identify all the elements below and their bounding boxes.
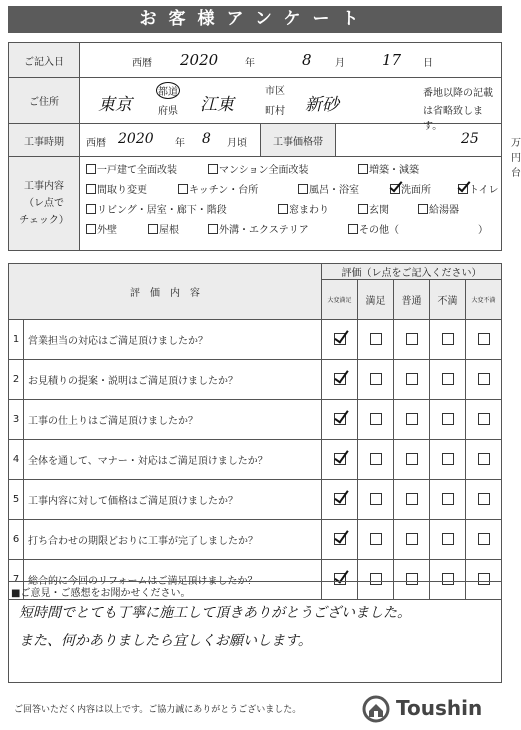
question-row: [9, 400, 502, 440]
rating-cell: [394, 480, 430, 520]
question-text: 打ち合わせの期限どおりに工事が完了しましたか？: [24, 520, 322, 560]
rating-cell: [466, 440, 502, 480]
question-text: 営業担当の対応はご満足頂けましたか？: [24, 320, 322, 360]
work-item-label: その他（: [359, 225, 399, 236]
rating-checkbox[interactable]: [370, 333, 382, 345]
work-label: [9, 157, 80, 251]
work-item-label: 外溝・エクステリア: [219, 225, 309, 236]
rating-checkbox[interactable]: [442, 333, 454, 345]
rating-cell: [358, 400, 394, 440]
pref-opt-1: 都道: [156, 82, 180, 99]
date-month: 8: [302, 51, 312, 69]
question-number: 1: [9, 320, 24, 360]
comments-line-1: 短時間でとても丁寧に施工して頂きありがとうございました。: [19, 605, 411, 621]
question-row: [9, 480, 502, 520]
work-item-label: トイレ: [469, 185, 499, 196]
work-item-label: 増築・減築: [369, 165, 419, 176]
rating-cell: [430, 400, 466, 440]
work-cell: [80, 157, 502, 251]
date-day: 17: [382, 51, 402, 69]
brand-name: Toushin: [396, 696, 483, 720]
work-item-label: 玄関: [369, 205, 389, 216]
work-label-2: （レ点で: [24, 198, 64, 209]
question-number: 6: [9, 520, 24, 560]
date-era: 西暦: [132, 58, 152, 69]
date-year-unit: 年: [245, 58, 255, 69]
question-number: 2: [9, 360, 24, 400]
rating-checkbox[interactable]: [334, 333, 346, 345]
brand-logo: [360, 694, 500, 724]
info-table: [8, 42, 521, 251]
work-checkbox[interactable]: [358, 204, 368, 214]
period-label: 工事時期: [9, 124, 80, 157]
work-checkbox[interactable]: [208, 164, 218, 174]
work-checkbox[interactable]: [348, 224, 358, 234]
rating-cell: [358, 520, 394, 560]
work-label-1: 工事内容: [24, 181, 64, 192]
work-item[interactable]: [208, 221, 309, 236]
rating-cell: [358, 480, 394, 520]
rating-checkbox[interactable]: [442, 413, 454, 425]
rating-header: 不満: [430, 280, 466, 320]
work-item-label: 給湯器: [429, 205, 459, 216]
question-text: 工事の仕上りはご満足頂けましたか？: [24, 400, 322, 440]
rating-cell: [394, 320, 430, 360]
rating-cell: [322, 440, 358, 480]
rating-cell: [430, 360, 466, 400]
rating-cell: [322, 400, 358, 440]
work-item-label: 間取り変更: [97, 185, 147, 196]
work-item-label: キッチン・台所: [189, 185, 259, 196]
work-item[interactable]: [178, 181, 258, 196]
rating-checkbox[interactable]: [442, 533, 454, 545]
rating-cell: [322, 360, 358, 400]
work-checkbox[interactable]: [298, 184, 308, 194]
rating-header: 大変不満: [466, 280, 502, 320]
work-checkbox[interactable]: [418, 204, 428, 214]
work-item-label: 窓まわり: [289, 205, 329, 216]
work-item[interactable]: [298, 181, 359, 196]
rating-cell: [322, 520, 358, 560]
rating-cell: [466, 520, 502, 560]
house-logo-icon: [360, 694, 392, 724]
work-item-label: 屋根: [159, 225, 179, 236]
address-note-1: 番地以降の記載: [423, 88, 493, 99]
rating-cell: [358, 360, 394, 400]
question-row: [9, 440, 502, 480]
rating-checkbox[interactable]: [406, 333, 418, 345]
work-item[interactable]: [418, 201, 459, 216]
work-item-label: マンション全面改装: [219, 165, 309, 176]
work-checkbox[interactable]: [148, 224, 158, 234]
work-item-label: 風呂・浴室: [309, 185, 359, 196]
work-checkbox[interactable]: [86, 204, 96, 214]
rating-cell: [394, 400, 430, 440]
rating-cell: [466, 400, 502, 440]
address-label: ご住所: [9, 78, 80, 124]
question-row: [9, 320, 502, 360]
rating-cell: [394, 520, 430, 560]
date-label: ご記入日: [9, 43, 80, 78]
date-year: 2020: [180, 51, 219, 69]
question-number: 7: [9, 560, 24, 600]
footer-thanks: ご回答いただく内容は以上です。ご協力誠にありがとうございました。: [14, 705, 302, 715]
comments-table: [8, 581, 502, 683]
rating-checkbox[interactable]: [370, 533, 382, 545]
comments-line-2: また、何かありましたら宜しくお願いします。: [19, 633, 312, 649]
rating-checkbox[interactable]: [370, 413, 382, 425]
rating-checkbox[interactable]: [406, 533, 418, 545]
eval-header-right: 評価（レ点をご記入ください）: [322, 264, 502, 280]
rating-checkbox[interactable]: [478, 333, 490, 345]
rating-header: 満足: [358, 280, 394, 320]
rating-checkbox[interactable]: [334, 533, 346, 545]
work-checkbox[interactable]: [390, 184, 400, 194]
pref-opt-2: 府県: [158, 106, 178, 117]
address-town: 新砂: [305, 95, 339, 115]
rating-checkbox[interactable]: [478, 533, 490, 545]
work-checkbox[interactable]: [358, 164, 368, 174]
question-number: 4: [9, 440, 24, 480]
work-item-label: 外壁: [97, 225, 117, 236]
rating-cell: [466, 480, 502, 520]
work-item-label: リビング・居室・廊下・階段: [97, 205, 227, 216]
rating-checkbox[interactable]: [334, 493, 346, 505]
work-checkbox[interactable]: [86, 164, 96, 174]
period-year: 2020: [118, 131, 154, 147]
price-label: 工事価格帯: [261, 124, 336, 157]
rating-checkbox[interactable]: [406, 453, 418, 465]
period-month-unit: 月頃: [227, 138, 247, 149]
rating-checkbox[interactable]: [442, 373, 454, 385]
rating-checkbox[interactable]: [478, 493, 490, 505]
work-item[interactable]: [358, 161, 419, 176]
rating-checkbox[interactable]: [406, 413, 418, 425]
work-item[interactable]: [458, 181, 499, 196]
work-item-label: ）: [478, 225, 488, 236]
work-item[interactable]: [358, 201, 389, 216]
rating-checkbox[interactable]: [370, 373, 382, 385]
work-item[interactable]: [478, 221, 488, 236]
rating-checkbox[interactable]: [370, 453, 382, 465]
rating-checkbox[interactable]: [334, 413, 346, 425]
rating-checkbox[interactable]: [334, 453, 346, 465]
address-cell: [80, 78, 502, 132]
rating-checkbox[interactable]: [406, 373, 418, 385]
rating-checkbox[interactable]: [370, 493, 382, 505]
rating-cell: [394, 440, 430, 480]
evaluation-table: [8, 263, 502, 600]
rating-checkbox[interactable]: [442, 493, 454, 505]
work-checkbox[interactable]: [86, 224, 96, 234]
rating-cell: [466, 360, 502, 400]
period-era: 西暦: [86, 138, 106, 149]
rating-cell: [358, 320, 394, 360]
question-row: [9, 520, 502, 560]
rating-checkbox[interactable]: [442, 453, 454, 465]
work-item[interactable]: [86, 221, 117, 236]
date-cell: [80, 43, 502, 78]
rating-checkbox[interactable]: [478, 453, 490, 465]
rating-cell: [430, 520, 466, 560]
work-item[interactable]: [348, 221, 399, 236]
question-text: 全体を通して、マナー・対応はご満足頂けましたか？: [24, 440, 322, 480]
question-number: 3: [9, 400, 24, 440]
work-item-label: 洗面所: [401, 185, 431, 196]
work-checkbox[interactable]: [86, 184, 96, 194]
city-opt-2: 町村: [265, 106, 285, 117]
work-item[interactable]: [278, 201, 329, 216]
rating-header: 普通: [394, 280, 430, 320]
price-unit: 万円台: [511, 138, 521, 179]
rating-checkbox[interactable]: [478, 373, 490, 385]
work-item[interactable]: [390, 181, 431, 196]
rating-checkbox[interactable]: [334, 373, 346, 385]
work-checkbox[interactable]: [208, 224, 218, 234]
price-value: 25: [461, 131, 479, 147]
rating-cell: [430, 440, 466, 480]
work-item[interactable]: [86, 161, 177, 176]
city-opt-1: 市区: [265, 86, 285, 97]
rating-cell: [322, 480, 358, 520]
work-checkbox[interactable]: [278, 204, 288, 214]
work-item[interactable]: [86, 181, 147, 196]
question-text: お見積りの提案・説明はご満足頂けましたか？: [24, 360, 322, 400]
date-month-unit: 月: [335, 58, 345, 69]
address-note-2: は省略致します。: [423, 106, 483, 132]
work-item[interactable]: [208, 161, 309, 176]
rating-checkbox[interactable]: [406, 493, 418, 505]
rating-cell: [322, 320, 358, 360]
work-checkbox[interactable]: [458, 184, 468, 194]
date-day-unit: 日: [423, 58, 433, 69]
rating-cell: [430, 480, 466, 520]
rating-cell: [358, 440, 394, 480]
question-row: [9, 360, 502, 400]
period-month: 8: [202, 131, 211, 147]
question-number: 5: [9, 480, 24, 520]
rating-cell: [466, 320, 502, 360]
rating-checkbox[interactable]: [478, 413, 490, 425]
address-ward: 江東: [200, 95, 234, 115]
form-title: お客様アンケート: [8, 6, 502, 33]
period-cell: [80, 124, 261, 157]
period-year-unit: 年: [175, 138, 185, 149]
work-item[interactable]: [148, 221, 179, 236]
comments-label: ■ご意見・ご感想をお聞かせください。: [11, 588, 191, 599]
question-text: 総合的に今回のリフォームはご満足頂けましたか？: [24, 560, 322, 600]
rating-cell: [430, 320, 466, 360]
rating-header: 大変満足: [322, 280, 358, 320]
question-text: 工事内容に対して価格はご満足頂けましたか？: [24, 480, 322, 520]
work-item-label: 一戸建て全面改装: [97, 165, 177, 176]
work-label-3: チェック）: [19, 215, 69, 226]
rating-cell: [394, 360, 430, 400]
comments-cell: [9, 582, 502, 683]
work-checkbox[interactable]: [178, 184, 188, 194]
eval-header-left: 評 価 内 容: [9, 264, 322, 320]
work-item[interactable]: [86, 201, 227, 216]
address-prefecture: 東京: [98, 95, 132, 115]
